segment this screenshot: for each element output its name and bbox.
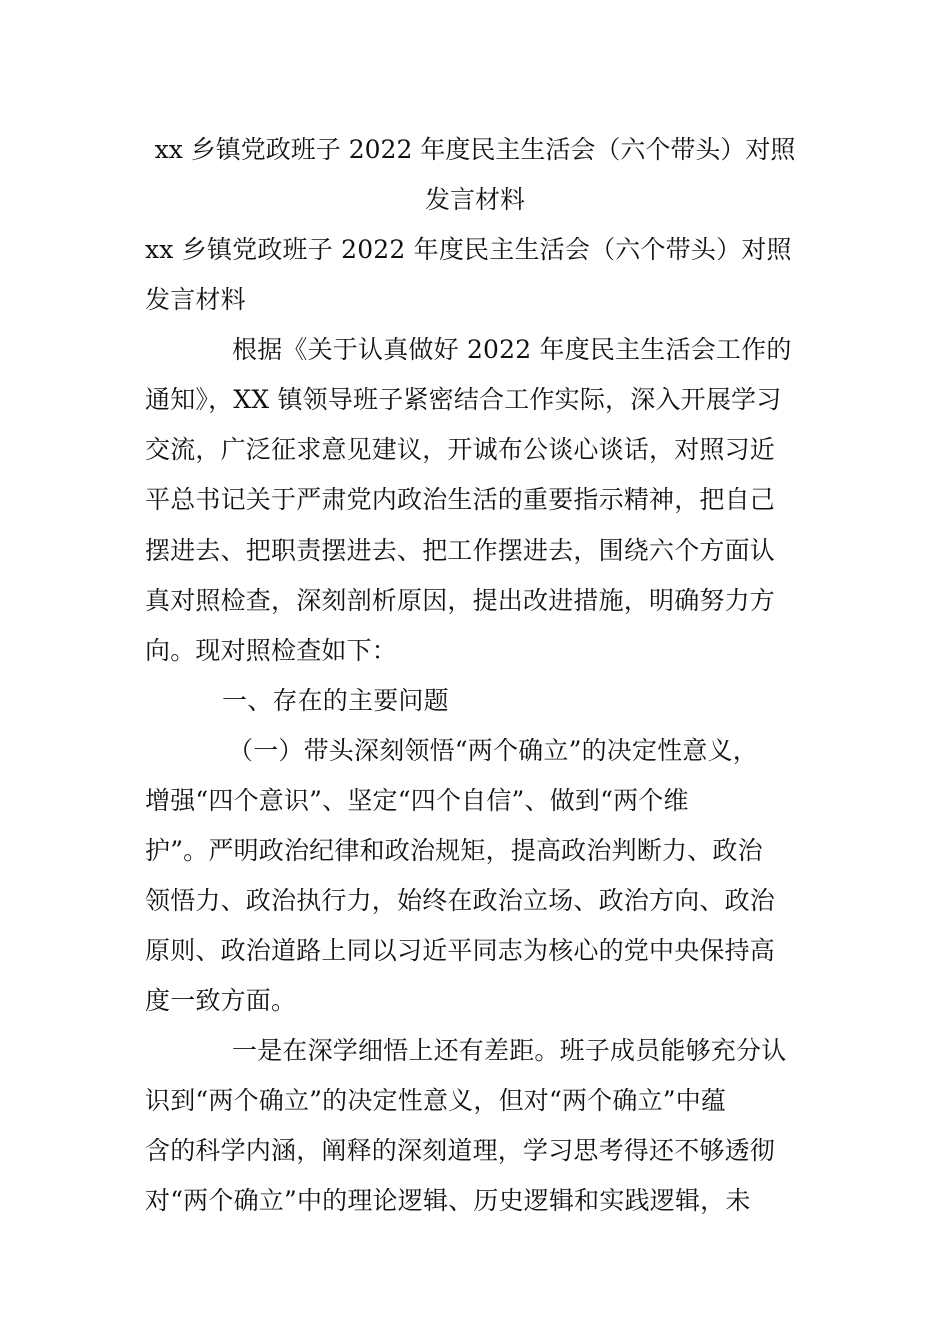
paragraph-line: 增强“四个意识”、坚定“四个自信”、做到“两个维 (145, 786, 689, 815)
document-title-line-1: xx 乡镇党政班子 2022 年度民主生活会（六个带头）对照 (154, 135, 796, 164)
section-heading: 一、存在的主要问题 (222, 686, 449, 715)
paragraph-line: 真对照检查，深刻剖析原因，提出改进措施，明确努力方 (145, 586, 776, 615)
paragraph-line: 根据《关于认真做好 2022 年度民主生活会工作的 (232, 335, 792, 364)
paragraph-line: 摆进去、把职责摆进去、把工作摆进去，围绕六个方面认 (145, 536, 776, 565)
paragraph-line: 一是在深学细悟上还有差距。班子成员能够充分认 (232, 1036, 787, 1065)
paragraph-line: 对“两个确立”中的理论逻辑、历史逻辑和实践逻辑，未 (145, 1186, 751, 1215)
subtitle-line-1: xx 乡镇党政班子 2022 年度民主生活会（六个带头）对照 (145, 235, 792, 264)
subtitle-line-2: 发言材料 (145, 285, 246, 314)
paragraph-line: 度一致方面。 (145, 986, 297, 1015)
paragraph-line: 含的科学内涵，阐释的深刻道理，学习思考得还不够透彻 (145, 1136, 776, 1165)
paragraph-line: 识到“两个确立”的决定性意义，但对“两个确立”中蕴 (145, 1086, 727, 1115)
paragraph-line: 护”。严明政治纪律和政治规矩，提高政治判断力、政治 (145, 836, 763, 865)
paragraph-line: 交流，广泛征求意见建议，开诚布公谈心谈话，对照习近 (145, 435, 776, 464)
paragraph-line: （一）带头深刻领悟“两个确立”的决定性意义， (228, 736, 758, 765)
paragraph-line: 平总书记关于严肃党内政治生活的重要指示精神，把自己 (145, 485, 776, 514)
paragraph-line: 向。现对照检查如下： (145, 636, 398, 665)
paragraph-line: 原则、政治道路上同以习近平同志为核心的党中央保持高 (145, 936, 776, 965)
paragraph-line: 通知》，XX 镇领导班子紧密结合工作实际，深入开展学习 (145, 385, 782, 414)
document-title-line-2: 发言材料 (424, 185, 525, 214)
paragraph-line: 领悟力、政治执行力，始终在政治立场、政治方向、政治 (145, 886, 776, 915)
